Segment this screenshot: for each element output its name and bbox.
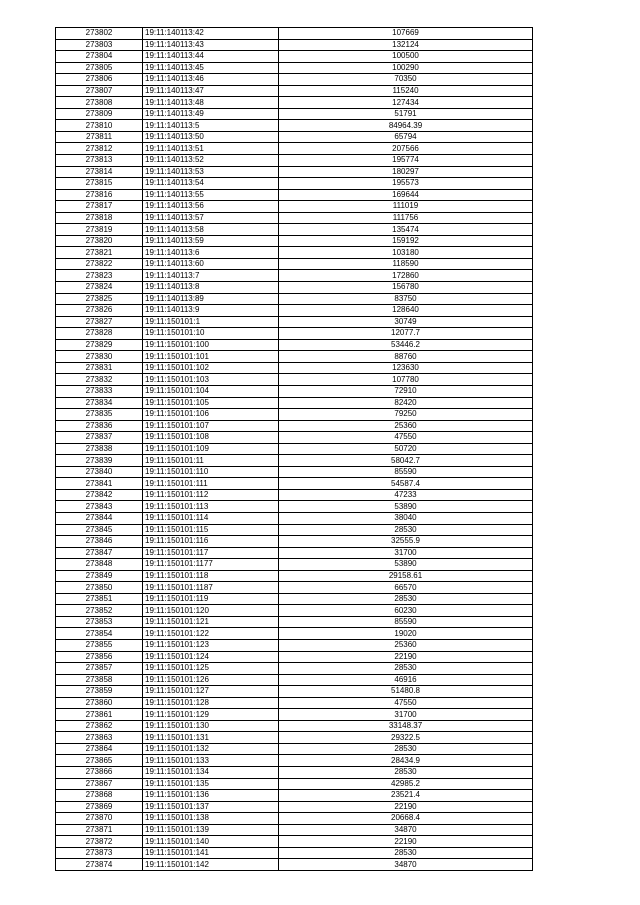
record-id-cell: 273807 bbox=[56, 85, 143, 97]
record-id-cell: 273859 bbox=[56, 686, 143, 698]
table-row bbox=[56, 224, 533, 236]
cadastral-number-cell: 19:11:150101:135 bbox=[143, 778, 279, 790]
cadastral-number-cell: 19:11:150101:124 bbox=[143, 651, 279, 663]
value-cell: 51480.8 bbox=[279, 686, 533, 698]
table-row bbox=[56, 720, 533, 732]
table-row bbox=[56, 674, 533, 686]
value-cell: 172860 bbox=[279, 270, 533, 282]
cadastral-number-cell: 19:11:150101:106 bbox=[143, 409, 279, 421]
value-cell: 28530 bbox=[279, 524, 533, 536]
value-cell: 111756 bbox=[279, 212, 533, 224]
record-id-cell: 273847 bbox=[56, 547, 143, 559]
record-id-cell: 273825 bbox=[56, 293, 143, 305]
record-id-cell: 273840 bbox=[56, 466, 143, 478]
value-cell: 85590 bbox=[279, 616, 533, 628]
cadastral-number-cell: 19:11:150101:123 bbox=[143, 639, 279, 651]
record-id-cell: 273869 bbox=[56, 801, 143, 813]
value-cell: 53446.2 bbox=[279, 339, 533, 351]
cadastral-number-cell: 19:11:150101:119 bbox=[143, 593, 279, 605]
table-row bbox=[56, 108, 533, 120]
record-id-cell: 273824 bbox=[56, 282, 143, 294]
cadastral-number-cell: 19:11:150101:134 bbox=[143, 767, 279, 779]
value-cell: 195573 bbox=[279, 178, 533, 190]
cadastral-number-cell: 19:11:150101:107 bbox=[143, 420, 279, 432]
value-cell: 38040 bbox=[279, 512, 533, 524]
record-id-cell: 273816 bbox=[56, 189, 143, 201]
value-cell: 180297 bbox=[279, 166, 533, 178]
record-id-cell: 273870 bbox=[56, 813, 143, 825]
table-row bbox=[56, 143, 533, 155]
table-row bbox=[56, 432, 533, 444]
value-cell: 25360 bbox=[279, 420, 533, 432]
record-id-cell: 273812 bbox=[56, 143, 143, 155]
table-row bbox=[56, 74, 533, 86]
value-cell: 100290 bbox=[279, 62, 533, 74]
cadastral-number-cell: 19:11:140113:44 bbox=[143, 51, 279, 63]
record-id-cell: 273863 bbox=[56, 732, 143, 744]
value-cell: 127434 bbox=[279, 97, 533, 109]
value-cell: 50720 bbox=[279, 443, 533, 455]
record-id-cell: 273821 bbox=[56, 247, 143, 259]
record-id-cell: 273826 bbox=[56, 305, 143, 317]
record-id-cell: 273827 bbox=[56, 316, 143, 328]
record-id-cell: 273808 bbox=[56, 97, 143, 109]
table-row bbox=[56, 489, 533, 501]
table-row bbox=[56, 616, 533, 628]
cadastral-number-cell: 19:11:150101:127 bbox=[143, 686, 279, 698]
record-id-cell: 273862 bbox=[56, 720, 143, 732]
value-cell: 111019 bbox=[279, 201, 533, 213]
table-body bbox=[56, 28, 533, 871]
table-row bbox=[56, 743, 533, 755]
value-cell: 207566 bbox=[279, 143, 533, 155]
value-cell: 85590 bbox=[279, 466, 533, 478]
table-row bbox=[56, 570, 533, 582]
record-id-cell: 273848 bbox=[56, 559, 143, 571]
cadastral-number-cell: 19:11:140113:7 bbox=[143, 270, 279, 282]
cadastral-number-cell: 19:11:140113:45 bbox=[143, 62, 279, 74]
cadastral-number-cell: 19:11:150101:138 bbox=[143, 813, 279, 825]
table-row bbox=[56, 201, 533, 213]
cadastral-number-cell: 19:11:140113:53 bbox=[143, 166, 279, 178]
table-row bbox=[56, 478, 533, 490]
cadastral-number-cell: 19:11:140113:43 bbox=[143, 39, 279, 51]
value-cell: 47550 bbox=[279, 697, 533, 709]
value-cell: 46916 bbox=[279, 674, 533, 686]
cadastral-number-cell: 19:11:140113:42 bbox=[143, 28, 279, 40]
table-row bbox=[56, 836, 533, 848]
cadastral-number-cell: 19:11:150101:132 bbox=[143, 743, 279, 755]
value-cell: 70350 bbox=[279, 74, 533, 86]
cadastral-number-cell: 19:11:140113:47 bbox=[143, 85, 279, 97]
table-row bbox=[56, 512, 533, 524]
record-id-cell: 273850 bbox=[56, 582, 143, 594]
cadastral-number-cell: 19:11:150101:101 bbox=[143, 351, 279, 363]
value-cell: 135474 bbox=[279, 224, 533, 236]
table-row bbox=[56, 790, 533, 802]
value-cell: 30749 bbox=[279, 316, 533, 328]
record-id-cell: 273845 bbox=[56, 524, 143, 536]
cadastral-number-cell: 19:11:150101:111 bbox=[143, 478, 279, 490]
cadastral-number-cell: 19:11:150101:102 bbox=[143, 362, 279, 374]
record-id-cell: 273802 bbox=[56, 28, 143, 40]
value-cell: 34870 bbox=[279, 859, 533, 871]
cadastral-number-cell: 19:11:140113:56 bbox=[143, 201, 279, 213]
record-id-cell: 273849 bbox=[56, 570, 143, 582]
value-cell: 33148.37 bbox=[279, 720, 533, 732]
table-row bbox=[56, 131, 533, 143]
table-row bbox=[56, 755, 533, 767]
record-id-cell: 273865 bbox=[56, 755, 143, 767]
value-cell: 47233 bbox=[279, 489, 533, 501]
table-row bbox=[56, 166, 533, 178]
value-cell: 53890 bbox=[279, 559, 533, 571]
record-id-cell: 273803 bbox=[56, 39, 143, 51]
record-id-cell: 273837 bbox=[56, 432, 143, 444]
table-row bbox=[56, 155, 533, 167]
value-cell: 100500 bbox=[279, 51, 533, 63]
table-row bbox=[56, 235, 533, 247]
cadastral-number-cell: 19:11:150101:129 bbox=[143, 709, 279, 721]
cadastral-number-cell: 19:11:140113:8 bbox=[143, 282, 279, 294]
cadastral-number-cell: 19:11:150101:11 bbox=[143, 455, 279, 467]
cadastral-number-cell: 19:11:140113:60 bbox=[143, 258, 279, 270]
cadastral-number-cell: 19:11:150101:109 bbox=[143, 443, 279, 455]
cadastral-number-cell: 19:11:140113:49 bbox=[143, 108, 279, 120]
record-id-cell: 273815 bbox=[56, 178, 143, 190]
record-id-cell: 273858 bbox=[56, 674, 143, 686]
record-id-cell: 273851 bbox=[56, 593, 143, 605]
value-cell: 132124 bbox=[279, 39, 533, 51]
cadastral-number-cell: 19:11:150101:128 bbox=[143, 697, 279, 709]
value-cell: 54587.4 bbox=[279, 478, 533, 490]
table-row bbox=[56, 628, 533, 640]
cadastral-number-cell: 19:11:150101:115 bbox=[143, 524, 279, 536]
record-id-cell: 273814 bbox=[56, 166, 143, 178]
table-row bbox=[56, 859, 533, 871]
table-row bbox=[56, 178, 533, 190]
record-id-cell: 273874 bbox=[56, 859, 143, 871]
value-cell: 28530 bbox=[279, 847, 533, 859]
table-row bbox=[56, 686, 533, 698]
record-id-cell: 273835 bbox=[56, 409, 143, 421]
table-row bbox=[56, 536, 533, 548]
table-row bbox=[56, 847, 533, 859]
table-row bbox=[56, 351, 533, 363]
record-id-cell: 273811 bbox=[56, 131, 143, 143]
cadastral-number-cell: 19:11:140113:59 bbox=[143, 235, 279, 247]
value-cell: 34870 bbox=[279, 824, 533, 836]
record-id-cell: 273818 bbox=[56, 212, 143, 224]
table-row bbox=[56, 247, 533, 259]
value-cell: 123630 bbox=[279, 362, 533, 374]
table-row bbox=[56, 212, 533, 224]
value-cell: 28530 bbox=[279, 593, 533, 605]
value-cell: 28434.9 bbox=[279, 755, 533, 767]
record-id-cell: 273864 bbox=[56, 743, 143, 755]
value-cell: 107669 bbox=[279, 28, 533, 40]
table-row bbox=[56, 732, 533, 744]
record-id-cell: 273842 bbox=[56, 489, 143, 501]
value-cell: 195774 bbox=[279, 155, 533, 167]
cadastral-number-cell: 19:11:150101:100 bbox=[143, 339, 279, 351]
cadastral-number-cell: 19:11:150101:108 bbox=[143, 432, 279, 444]
value-cell: 42985.2 bbox=[279, 778, 533, 790]
record-id-cell: 273804 bbox=[56, 51, 143, 63]
table-row bbox=[56, 51, 533, 63]
data-sheet bbox=[55, 27, 533, 871]
cadastral-number-cell: 19:11:150101:112 bbox=[143, 489, 279, 501]
cadastral-number-cell: 19:11:140113:54 bbox=[143, 178, 279, 190]
record-id-cell: 273844 bbox=[56, 512, 143, 524]
table-row bbox=[56, 813, 533, 825]
table-row bbox=[56, 258, 533, 270]
table-row bbox=[56, 385, 533, 397]
record-id-cell: 273866 bbox=[56, 767, 143, 779]
cadastral-number-cell: 19:11:150101:142 bbox=[143, 859, 279, 871]
value-cell: 156780 bbox=[279, 282, 533, 294]
cadastral-number-cell: 19:11:150101:120 bbox=[143, 605, 279, 617]
record-id-cell: 273832 bbox=[56, 374, 143, 386]
value-cell: 20668.4 bbox=[279, 813, 533, 825]
record-id-cell: 273868 bbox=[56, 790, 143, 802]
value-cell: 66570 bbox=[279, 582, 533, 594]
cadastral-number-cell: 19:11:150101:116 bbox=[143, 536, 279, 548]
cadastral-number-cell: 19:11:140113:52 bbox=[143, 155, 279, 167]
value-cell: 107780 bbox=[279, 374, 533, 386]
table-row bbox=[56, 651, 533, 663]
record-id-cell: 273831 bbox=[56, 362, 143, 374]
table-row bbox=[56, 97, 533, 109]
cadastral-number-cell: 19:11:150101:140 bbox=[143, 836, 279, 848]
table-row bbox=[56, 639, 533, 651]
record-id-cell: 273819 bbox=[56, 224, 143, 236]
record-id-cell: 273861 bbox=[56, 709, 143, 721]
table-row bbox=[56, 362, 533, 374]
cadastral-number-cell: 19:11:150101:110 bbox=[143, 466, 279, 478]
value-cell: 28530 bbox=[279, 767, 533, 779]
record-id-cell: 273860 bbox=[56, 697, 143, 709]
value-cell: 29158.61 bbox=[279, 570, 533, 582]
value-cell: 22190 bbox=[279, 836, 533, 848]
record-id-cell: 273822 bbox=[56, 258, 143, 270]
value-cell: 32555.9 bbox=[279, 536, 533, 548]
cadastral-number-cell: 19:11:150101:131 bbox=[143, 732, 279, 744]
cadastral-number-cell: 19:11:140113:46 bbox=[143, 74, 279, 86]
value-cell: 29322.5 bbox=[279, 732, 533, 744]
value-cell: 103180 bbox=[279, 247, 533, 259]
cadastral-number-cell: 19:11:150101:139 bbox=[143, 824, 279, 836]
value-cell: 128640 bbox=[279, 305, 533, 317]
table-row bbox=[56, 85, 533, 97]
cadastral-number-cell: 19:11:150101:114 bbox=[143, 512, 279, 524]
record-id-cell: 273857 bbox=[56, 663, 143, 675]
table-row bbox=[56, 801, 533, 813]
table-row bbox=[56, 582, 533, 594]
value-cell: 53890 bbox=[279, 501, 533, 513]
records-table bbox=[55, 27, 533, 871]
value-cell: 31700 bbox=[279, 709, 533, 721]
cadastral-number-cell: 19:11:140113:58 bbox=[143, 224, 279, 236]
cadastral-number-cell: 19:11:150101:121 bbox=[143, 616, 279, 628]
cadastral-number-cell: 19:11:150101:141 bbox=[143, 847, 279, 859]
table-row bbox=[56, 420, 533, 432]
table-row bbox=[56, 697, 533, 709]
table-row bbox=[56, 28, 533, 40]
value-cell: 25360 bbox=[279, 639, 533, 651]
record-id-cell: 273855 bbox=[56, 639, 143, 651]
table-row bbox=[56, 339, 533, 351]
cadastral-number-cell: 19:11:150101:136 bbox=[143, 790, 279, 802]
value-cell: 12077.7 bbox=[279, 328, 533, 340]
cadastral-number-cell: 19:11:150101:117 bbox=[143, 547, 279, 559]
cadastral-number-cell: 19:11:150101:130 bbox=[143, 720, 279, 732]
record-id-cell: 273836 bbox=[56, 420, 143, 432]
value-cell: 47550 bbox=[279, 432, 533, 444]
record-id-cell: 273867 bbox=[56, 778, 143, 790]
record-id-cell: 273873 bbox=[56, 847, 143, 859]
cadastral-number-cell: 19:11:140113:57 bbox=[143, 212, 279, 224]
cadastral-number-cell: 19:11:140113:89 bbox=[143, 293, 279, 305]
cadastral-number-cell: 19:11:150101:1187 bbox=[143, 582, 279, 594]
table-row bbox=[56, 501, 533, 513]
record-id-cell: 273809 bbox=[56, 108, 143, 120]
record-id-cell: 273820 bbox=[56, 235, 143, 247]
record-id-cell: 273843 bbox=[56, 501, 143, 513]
value-cell: 159192 bbox=[279, 235, 533, 247]
value-cell: 118590 bbox=[279, 258, 533, 270]
value-cell: 115240 bbox=[279, 85, 533, 97]
value-cell: 82420 bbox=[279, 397, 533, 409]
table-row bbox=[56, 593, 533, 605]
table-row bbox=[56, 189, 533, 201]
table-row bbox=[56, 824, 533, 836]
record-id-cell: 273828 bbox=[56, 328, 143, 340]
table-row bbox=[56, 767, 533, 779]
table-row bbox=[56, 605, 533, 617]
value-cell: 79250 bbox=[279, 409, 533, 421]
table-row bbox=[56, 778, 533, 790]
table-row bbox=[56, 374, 533, 386]
cadastral-number-cell: 19:11:150101:1177 bbox=[143, 559, 279, 571]
record-id-cell: 273871 bbox=[56, 824, 143, 836]
table-row bbox=[56, 466, 533, 478]
value-cell: 19020 bbox=[279, 628, 533, 640]
table-row bbox=[56, 62, 533, 74]
value-cell: 51791 bbox=[279, 108, 533, 120]
value-cell: 83750 bbox=[279, 293, 533, 305]
record-id-cell: 273846 bbox=[56, 536, 143, 548]
record-id-cell: 273872 bbox=[56, 836, 143, 848]
cadastral-number-cell: 19:11:140113:9 bbox=[143, 305, 279, 317]
record-id-cell: 273829 bbox=[56, 339, 143, 351]
record-id-cell: 273853 bbox=[56, 616, 143, 628]
cadastral-number-cell: 19:11:150101:103 bbox=[143, 374, 279, 386]
table-row bbox=[56, 547, 533, 559]
cadastral-number-cell: 19:11:140113:51 bbox=[143, 143, 279, 155]
record-id-cell: 273810 bbox=[56, 120, 143, 132]
value-cell: 31700 bbox=[279, 547, 533, 559]
record-id-cell: 273817 bbox=[56, 201, 143, 213]
record-id-cell: 273854 bbox=[56, 628, 143, 640]
value-cell: 84964.39 bbox=[279, 120, 533, 132]
record-id-cell: 273841 bbox=[56, 478, 143, 490]
table-row bbox=[56, 293, 533, 305]
table-row bbox=[56, 39, 533, 51]
record-id-cell: 273805 bbox=[56, 62, 143, 74]
cadastral-number-cell: 19:11:150101:10 bbox=[143, 328, 279, 340]
cadastral-number-cell: 19:11:150101:118 bbox=[143, 570, 279, 582]
cadastral-number-cell: 19:11:150101:104 bbox=[143, 385, 279, 397]
table-row bbox=[56, 409, 533, 421]
table-row bbox=[56, 524, 533, 536]
value-cell: 23521.4 bbox=[279, 790, 533, 802]
cadastral-number-cell: 19:11:150101:113 bbox=[143, 501, 279, 513]
table-row bbox=[56, 282, 533, 294]
record-id-cell: 273813 bbox=[56, 155, 143, 167]
record-id-cell: 273856 bbox=[56, 651, 143, 663]
cadastral-number-cell: 19:11:150101:122 bbox=[143, 628, 279, 640]
table-row bbox=[56, 709, 533, 721]
cadastral-number-cell: 19:11:140113:48 bbox=[143, 97, 279, 109]
table-row bbox=[56, 397, 533, 409]
record-id-cell: 273838 bbox=[56, 443, 143, 455]
record-id-cell: 273834 bbox=[56, 397, 143, 409]
cadastral-number-cell: 19:11:150101:125 bbox=[143, 663, 279, 675]
table-row bbox=[56, 455, 533, 467]
table-row bbox=[56, 120, 533, 132]
cadastral-number-cell: 19:11:150101:105 bbox=[143, 397, 279, 409]
value-cell: 88760 bbox=[279, 351, 533, 363]
cadastral-number-cell: 19:11:140113:5 bbox=[143, 120, 279, 132]
table-row bbox=[56, 663, 533, 675]
table-row bbox=[56, 328, 533, 340]
record-id-cell: 273839 bbox=[56, 455, 143, 467]
value-cell: 72910 bbox=[279, 385, 533, 397]
table-row bbox=[56, 305, 533, 317]
cadastral-number-cell: 19:11:150101:133 bbox=[143, 755, 279, 767]
record-id-cell: 273823 bbox=[56, 270, 143, 282]
value-cell: 58042.7 bbox=[279, 455, 533, 467]
record-id-cell: 273852 bbox=[56, 605, 143, 617]
cadastral-number-cell: 19:11:150101:137 bbox=[143, 801, 279, 813]
value-cell: 28530 bbox=[279, 663, 533, 675]
record-id-cell: 273833 bbox=[56, 385, 143, 397]
cadastral-number-cell: 19:11:140113:6 bbox=[143, 247, 279, 259]
record-id-cell: 273806 bbox=[56, 74, 143, 86]
table-row bbox=[56, 559, 533, 571]
table-row bbox=[56, 270, 533, 282]
table-row bbox=[56, 443, 533, 455]
value-cell: 65794 bbox=[279, 131, 533, 143]
value-cell: 22190 bbox=[279, 801, 533, 813]
cadastral-number-cell: 19:11:140113:55 bbox=[143, 189, 279, 201]
record-id-cell: 273830 bbox=[56, 351, 143, 363]
cadastral-number-cell: 19:11:150101:1 bbox=[143, 316, 279, 328]
value-cell: 169644 bbox=[279, 189, 533, 201]
value-cell: 22190 bbox=[279, 651, 533, 663]
cadastral-number-cell: 19:11:150101:126 bbox=[143, 674, 279, 686]
value-cell: 28530 bbox=[279, 743, 533, 755]
cadastral-number-cell: 19:11:140113:50 bbox=[143, 131, 279, 143]
table-row bbox=[56, 316, 533, 328]
value-cell: 60230 bbox=[279, 605, 533, 617]
